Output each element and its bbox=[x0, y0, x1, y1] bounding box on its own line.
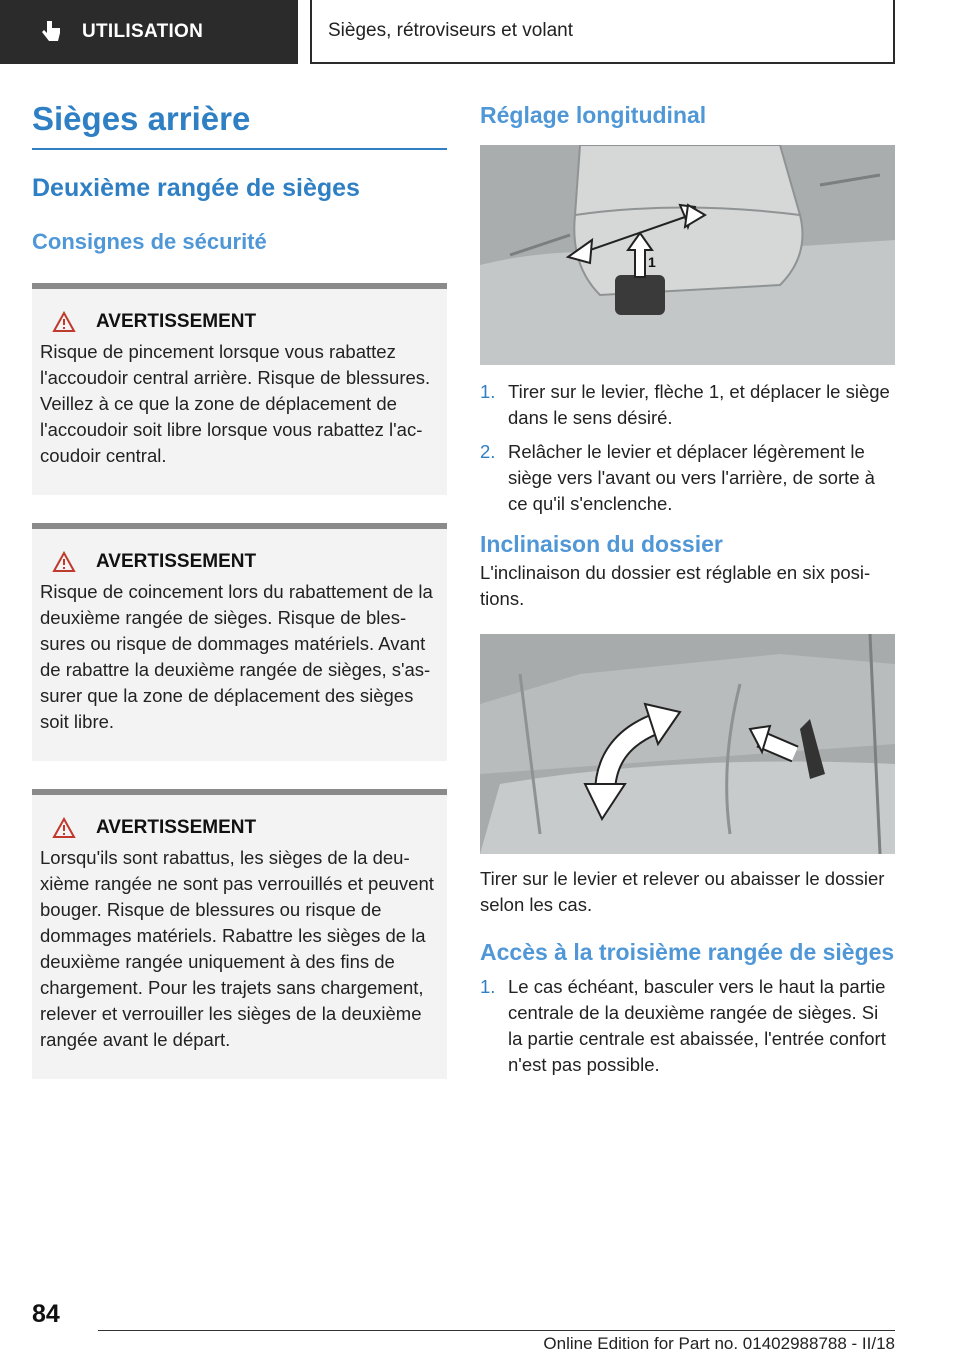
left-column bbox=[32, 100, 447, 1079]
chapter-label: UTILISATION bbox=[82, 21, 204, 42]
right-column bbox=[480, 100, 895, 1086]
chapter-tab bbox=[0, 0, 298, 64]
warning-title: AVERTISSEMENT bbox=[96, 551, 257, 572]
edition-note: Online Edition for Part no. 01402988788 - II/18 bbox=[543, 1334, 895, 1353]
step-text: Relâcher le levier et déplacer légèrement le siège vers l'avant ou vers l'arrière, de sorte à ce qu'il s'enclenche. bbox=[508, 441, 875, 514]
longitudinal-heading: Réglage longitudinal bbox=[480, 102, 707, 128]
page-title: Sièges arrière bbox=[32, 100, 447, 150]
section-heading: Deuxième rangée de sièges bbox=[32, 174, 360, 202]
warning-triangle-icon bbox=[52, 817, 76, 839]
section-title: Sièges, rétroviseurs et volant bbox=[310, 0, 895, 64]
access-heading: Accès à la troisième rangée de sièges bbox=[480, 939, 895, 965]
warning-title: AVERTISSEMENT bbox=[96, 311, 257, 332]
access-steps bbox=[480, 974, 895, 1078]
step-number: 2. bbox=[480, 441, 496, 462]
warning-box-1 bbox=[32, 283, 447, 495]
step-text: Tirer sur le levier, flèche 1, et déplacer le siège dans le sens désiré. bbox=[508, 381, 890, 428]
warning-title: AVERTISSEMENT bbox=[96, 817, 257, 838]
seat-longitudinal-illustration bbox=[480, 145, 895, 365]
seat-incline-illustration bbox=[480, 634, 895, 854]
warning-triangle-icon bbox=[52, 311, 76, 333]
warning-box-3 bbox=[32, 789, 447, 1079]
hand-pointer-icon bbox=[40, 19, 62, 45]
warning-triangle-icon bbox=[52, 551, 76, 573]
seat-longitudinal-figure bbox=[480, 145, 895, 365]
page-number: 84 bbox=[32, 1300, 60, 1328]
longitudinal-steps bbox=[480, 379, 895, 517]
incline-intro: L'inclinaison du dossier est réglable en six positions. bbox=[480, 562, 871, 609]
step-number: 1. bbox=[480, 381, 496, 402]
incline-heading: Inclinaison du dossier bbox=[480, 531, 723, 557]
warning-text: Risque de coincement lors du rabattement de la deuxième rangée de sièges. Risque de blessures ou risque de dommages matériels. Avant de rabattre la deuxième rangée de sièges, s'assurer que la zone de déplacement des sièges soit libre. bbox=[40, 581, 433, 732]
list-item bbox=[480, 974, 895, 1078]
seat-incline-figure bbox=[480, 634, 895, 854]
list-item bbox=[480, 439, 895, 517]
step-text: Le cas échéant, basculer vers le haut la partie centrale de la deuxième rangée de sièges. Si la partie centrale est abaissée, l'entrée confort n'est pas possible. bbox=[508, 976, 886, 1075]
figure-callout-1: 1 bbox=[648, 254, 656, 270]
warning-text: Risque de pincement lorsque vous rabattez l'accoudoir central arrière. Risque de blessures. Veillez à ce que la zone de déplacement de l'accoudoir soit libre lorsque vous rabattez l'accoudoir central. bbox=[40, 341, 431, 466]
safety-subheading: Consignes de sécurité bbox=[32, 229, 267, 254]
warning-text: Lorsqu'ils sont rabattus, les sièges de la deuxième rangée ne sont pas verrouillés et peuvent bouger. Risque de blessures ou risque de dommages matériels. Rabattre les sièges de la deuxième rangée uniquement à des fins de chargement. Pour les trajets sans chargement, relever et verrouiller les sièges de la deuxième rangée avant le départ. bbox=[40, 847, 434, 1050]
incline-caption: Tirer sur le levier et relever ou abaisser le dossier selon les cas. bbox=[480, 868, 885, 915]
footer-divider bbox=[98, 1330, 895, 1331]
list-item bbox=[480, 379, 895, 431]
step-number: 1. bbox=[480, 976, 496, 997]
warning-box-2 bbox=[32, 523, 447, 761]
